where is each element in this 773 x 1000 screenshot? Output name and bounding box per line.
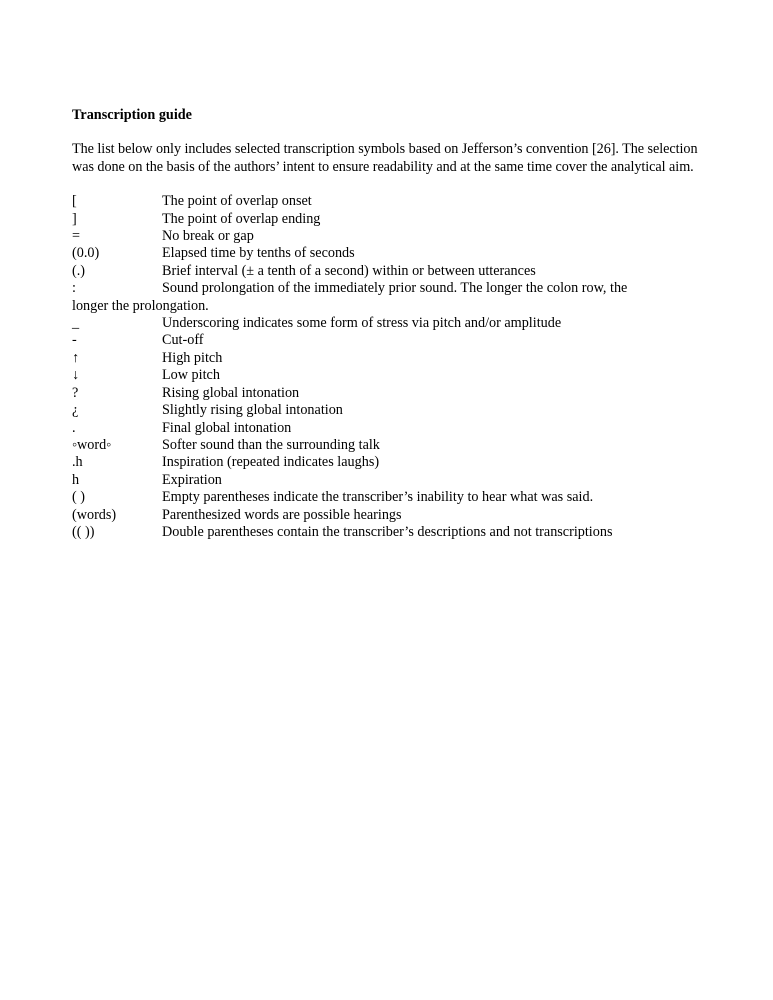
symbol-label: ? [72,384,79,401]
page-title: Transcription guide [72,107,192,123]
symbol-description: Inspiration (repeated indicates laughs) [162,454,380,471]
symbol-row-slightly-rising [72,402,702,419]
symbol-label: _ [72,315,80,332]
symbol-row-final-intonation [72,420,702,437]
symbol-row-elapsed-time [72,245,702,262]
symbol-label: .h [72,454,83,471]
symbol-label: (.) [72,262,85,279]
symbol-description: Elapsed time by tenths of seconds [162,245,355,262]
symbol-row-inspiration [72,454,702,471]
symbol-description: Parenthesized words are possible hearings [162,506,402,523]
symbol-label: (( )) [72,523,95,540]
symbol-row-empty-parentheses [72,489,702,506]
symbol-description: Final global intonation [162,419,292,436]
symbol-description: Empty parentheses indicate the transcriber’s inability to hear what was said. [162,489,594,506]
symbol-label: (words) [72,506,117,523]
symbol-row-brief-interval [72,263,702,280]
symbol-row-parenthesized-words [72,507,702,524]
symbol-label: = [72,228,81,245]
symbol-label: [ [72,193,77,210]
symbol-label: : [72,280,76,297]
symbol-label: ] [72,210,77,227]
symbol-label: (0.0) [72,245,100,262]
symbol-description: Brief interval (± a tenth of a second) within or between utterances [162,262,536,279]
document-page [72,107,702,541]
symbol-description: Low pitch [162,367,220,384]
symbol-description: High pitch [162,349,223,366]
symbol-description-continued: longer the prolongation. [72,297,209,314]
symbol-row-double-parentheses [72,524,702,541]
symbol-description: Underscoring indicates some form of stress via pitch and/or amplitude [162,315,562,332]
symbol-row-high-pitch [72,350,702,367]
symbol-list [72,193,702,541]
symbol-label: ( ) [72,489,85,506]
intro-paragraph: The list below only includes selected transcription symbols based on Jefferson’s convention [26]. The selection was done on the basis of the authors’ intent to ensure readability and at the same time cover the analytical aim. [72,141,698,175]
symbol-description: Double parentheses contain the transcriber’s descriptions and not transcriptions [162,523,613,540]
symbol-row-low-pitch [72,367,702,384]
symbol-label: ¿ [72,402,79,419]
symbol-row-overlap-ending [72,211,702,228]
symbol-row-softer-sound [72,437,702,454]
symbol-row-no-break [72,228,702,245]
symbol-description: Rising global intonation [162,384,300,401]
arrow-down-icon: ↓ [72,367,80,384]
symbol-row-overlap-onset [72,193,702,210]
symbol-row-prolongation [72,280,702,315]
symbol-row-cut-off [72,332,702,349]
symbol-description: The point of overlap ending [162,210,321,227]
symbol-label: h [72,471,80,488]
symbol-description: Expiration [162,471,222,488]
symbol-description: Sound prolongation of the immediately prior sound. The longer the colon row, the [162,280,628,297]
symbol-label: ◦word◦ [72,436,112,453]
symbol-row-underscoring [72,315,702,332]
arrow-up-icon: ↑ [72,349,80,366]
symbol-description: Slightly rising global intonation [162,402,343,419]
symbol-row-expiration [72,472,702,489]
symbol-description: Cut-off [162,332,204,349]
symbol-description: The point of overlap onset [162,193,312,210]
symbol-label: . [72,419,76,436]
symbol-description: No break or gap [162,228,254,245]
symbol-row-rising-intonation [72,385,702,402]
symbol-label: - [72,332,77,349]
symbol-description: Softer sound than the surrounding talk [162,436,380,453]
